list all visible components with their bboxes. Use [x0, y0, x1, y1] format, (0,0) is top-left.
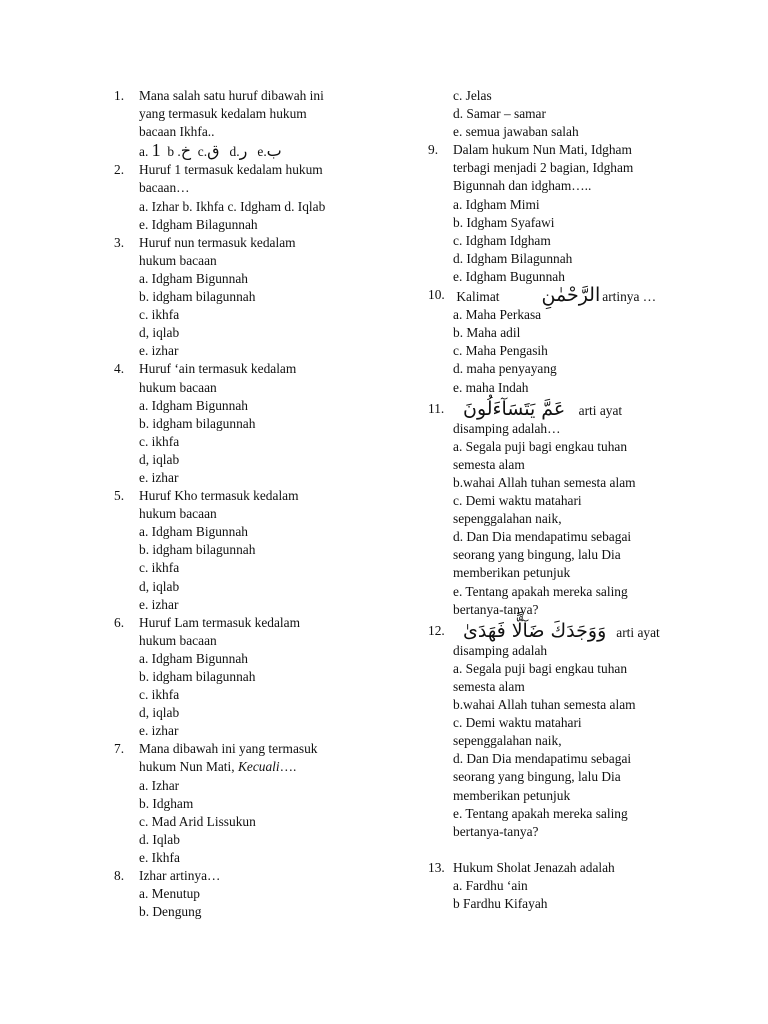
question-text: bacaan Ikhfa..: [139, 124, 215, 140]
answer-option: memberikan petunjuk: [453, 565, 571, 581]
question-number: 7.: [114, 741, 125, 757]
answer-options-row: [139, 141, 404, 161]
question-2: [114, 161, 404, 233]
answer-option: semesta alam: [453, 456, 525, 472]
answer-option: b.wahai Allah tuhan semesta alam: [453, 474, 636, 490]
question-text: hukum bacaan: [139, 506, 217, 522]
question-text-part: hukum Nun Mati,: [139, 759, 238, 775]
question-text: Izhar artinya…: [139, 868, 221, 884]
answer-option: b. Dengung: [139, 904, 202, 920]
answer-option: a. Idgham Bigunnah: [139, 270, 248, 286]
answer-option: e. maha Indah: [453, 379, 529, 395]
answer-option: c. Idgham Idgham: [453, 232, 551, 248]
answer-option: a. Fardhu ‘ain: [453, 877, 528, 893]
question-number: 3.: [114, 234, 125, 250]
answer-option: bertanya-tanya?: [453, 601, 539, 617]
answer-option: b. idgham bilagunnah: [139, 669, 256, 684]
option-c-value: ق: [207, 141, 220, 161]
answer-option: d. maha penyayang: [453, 361, 557, 377]
answer-option: e. Tentang apakah mereka saling: [453, 583, 628, 599]
question-text: Hukum Sholat Jenazah adalah: [453, 859, 615, 875]
question-text: Dalam hukum Nun Mati, Idgham: [453, 142, 632, 158]
answer-option: b. idgham bilagunnah: [139, 542, 256, 558]
answer-option: d, iqlab: [139, 705, 180, 721]
question-text: Huruf Lam termasuk kedalam: [139, 614, 301, 630]
question-4: [114, 360, 404, 487]
answer-option: d, iqlab: [139, 578, 180, 594]
answer-option: c. ikhfa: [139, 687, 180, 703]
answer-option: d. Samar – samar: [453, 106, 546, 122]
answer-option: c. ikhfa: [139, 560, 180, 576]
question-text: disamping adalah: [453, 642, 548, 658]
question-text: [453, 397, 728, 420]
answer-option: c. Maha Pengasih: [453, 343, 548, 359]
answer-option: semesta alam: [453, 679, 525, 694]
question-8-continued: [428, 87, 728, 141]
question-text: Huruf ‘ain termasuk kedalam: [139, 361, 297, 377]
option-e-label: e.: [257, 144, 267, 160]
question-7: [114, 740, 404, 867]
question-6: [114, 614, 404, 741]
answer-option: bertanya-tanya?: [453, 823, 539, 839]
answer-option: c. Demi waktu matahari: [453, 715, 582, 731]
answer-option: b. Idgham Syafawi: [453, 214, 555, 230]
option-b-label: b .: [167, 144, 181, 160]
option-e-value: ب: [266, 141, 282, 161]
option-d-value: ر: [239, 141, 248, 161]
spacer: [428, 841, 728, 859]
question-text-part: Kalimat: [456, 289, 500, 305]
question-text-part: ….: [279, 759, 297, 775]
question-text: [139, 758, 404, 776]
question-text: Huruf 1 termasuk kedalam hukum: [139, 162, 323, 178]
question-number: 6.: [114, 614, 125, 630]
answer-option: b. idgham bilagunnah: [139, 289, 256, 305]
question-text: terbagi menjadi 2 bagian, Idgham: [453, 160, 634, 176]
answer-option: sepenggalahan naik,: [453, 511, 562, 527]
answer-option: a. Segala puji bagi engkau tuhan: [453, 438, 628, 454]
answer-option: d. Dan Dia mendapatimu sebagai: [453, 751, 632, 767]
answer-option: d, iqlab: [139, 451, 180, 467]
question-number: 13.: [428, 859, 445, 875]
question-text: hukum bacaan: [139, 379, 217, 395]
answer-option: seorang yang bingung, lalu Dia: [453, 547, 621, 563]
left-column: [114, 87, 404, 921]
answer-option: a. Segala puji bagi engkau tuhan: [453, 660, 628, 676]
answer-option: a. Idgham Mimi: [453, 196, 540, 212]
question-3: [114, 234, 404, 361]
answer-option: c. ikhfa: [139, 307, 180, 323]
answer-option: sepenggalahan naik,: [453, 733, 562, 749]
answer-option: a. Idgham Bigunnah: [139, 650, 248, 666]
question-text: hukum bacaan: [139, 632, 217, 648]
option-b-value: خ: [180, 141, 192, 161]
question-text: [453, 619, 728, 642]
question-number: 5.: [114, 488, 125, 504]
answer-option: a. Idgham Bigunnah: [139, 524, 248, 540]
answer-option: e. Tentang apakah mereka saling: [453, 805, 628, 821]
question-text-emphasis: Kecuali: [237, 759, 280, 775]
question-number: 2.: [114, 162, 125, 178]
question-text: hukum bacaan: [139, 252, 217, 268]
answer-option: e. Idgham Bilagunnah: [139, 216, 258, 232]
arabic-word: الرَّحْمٰنِ: [541, 284, 601, 307]
answer-option: memberikan petunjuk: [453, 787, 571, 803]
answer-option: c. ikhfa: [139, 433, 180, 449]
question-10: [428, 286, 728, 397]
answer-option: a. Izhar: [139, 777, 180, 793]
answer-option: c. Jelas: [453, 88, 492, 103]
answer-option: e. semua jawaban salah: [453, 124, 579, 140]
answer-option: seorang yang bingung, lalu Dia: [453, 769, 621, 785]
question-text: bacaan…: [139, 180, 190, 196]
option-a-value: 1: [151, 140, 161, 161]
question-text: Mana salah satu huruf dibawah ini: [139, 88, 324, 103]
question-9: [428, 141, 728, 286]
answer-option: d. Idgham Bilagunnah: [453, 250, 573, 266]
answer-option: b. Idgham: [139, 795, 194, 811]
question-text: yang termasuk kedalam hukum: [139, 106, 307, 122]
answer-option: e. izhar: [139, 723, 179, 739]
question-number: 4.: [114, 361, 125, 377]
arabic-verse: عَمَّ يَتَسَآءَلُونَ: [463, 397, 566, 420]
answer-option: d, iqlab: [139, 325, 180, 341]
arabic-verse: وَوَجَدَكَ ضَآلًّا فَهَدَىٰ: [463, 619, 607, 642]
question-text-part: arti ayat: [616, 624, 660, 640]
answer-option: a. Idgham Bigunnah: [139, 397, 248, 413]
answer-option: c. Demi waktu matahari: [453, 493, 582, 509]
question-11: [428, 397, 728, 619]
answer-option: e. izhar: [139, 469, 179, 485]
question-text: Bigunnah dan idgham…..: [453, 178, 592, 194]
question-text: Huruf Kho termasuk kedalam: [139, 488, 299, 504]
answer-option: b.wahai Allah tuhan semesta alam: [453, 697, 636, 713]
option-d-label: d.: [229, 144, 240, 160]
question-8: [114, 867, 404, 921]
question-text: Huruf nun termasuk kedalam: [139, 234, 296, 250]
answer-option: e. Idgham Bugunnah: [453, 268, 565, 284]
answer-option: d. Iqlab: [139, 831, 180, 847]
question-number: 8.: [114, 868, 125, 884]
question-number: 1.: [114, 88, 125, 103]
answer-option: b Fardhu Kifayah: [453, 896, 548, 912]
answer-option: c. Mad Arid Lissukun: [139, 813, 256, 829]
right-column: [428, 87, 728, 913]
answer-option: e. izhar: [139, 596, 179, 612]
answer-option: b. idgham bilagunnah: [139, 415, 256, 431]
answer-option: e. Ikhfa: [139, 849, 180, 865]
question-5: [114, 487, 404, 614]
question-text: disamping adalah…: [453, 420, 561, 436]
question-text-part: arti ayat: [578, 402, 623, 418]
question-12: [428, 619, 728, 841]
question-text-part: artinya …: [602, 289, 657, 305]
option-c-label: c.: [197, 144, 208, 160]
question-text: [453, 286, 728, 306]
answer-option: e. izhar: [139, 343, 179, 359]
answer-option: a. Izhar b. Ikhfa c. Idgham d. Iqlab: [139, 198, 326, 214]
question-number: 9.: [428, 142, 439, 158]
question-text: Mana dibawah ini yang termasuk: [139, 741, 318, 757]
question-number: 11.: [428, 400, 445, 416]
question-13: [428, 859, 728, 913]
answer-option: a. Maha Perkasa: [453, 307, 542, 323]
option-a-label: a.: [139, 144, 149, 160]
question-number: 12.: [428, 622, 445, 638]
question-number: 10.: [428, 287, 445, 303]
answer-option: a. Menutup: [139, 886, 200, 902]
question-1: [114, 87, 404, 161]
answer-option: d. Dan Dia mendapatimu sebagai: [453, 529, 632, 545]
answer-option: b. Maha adil: [453, 325, 521, 341]
